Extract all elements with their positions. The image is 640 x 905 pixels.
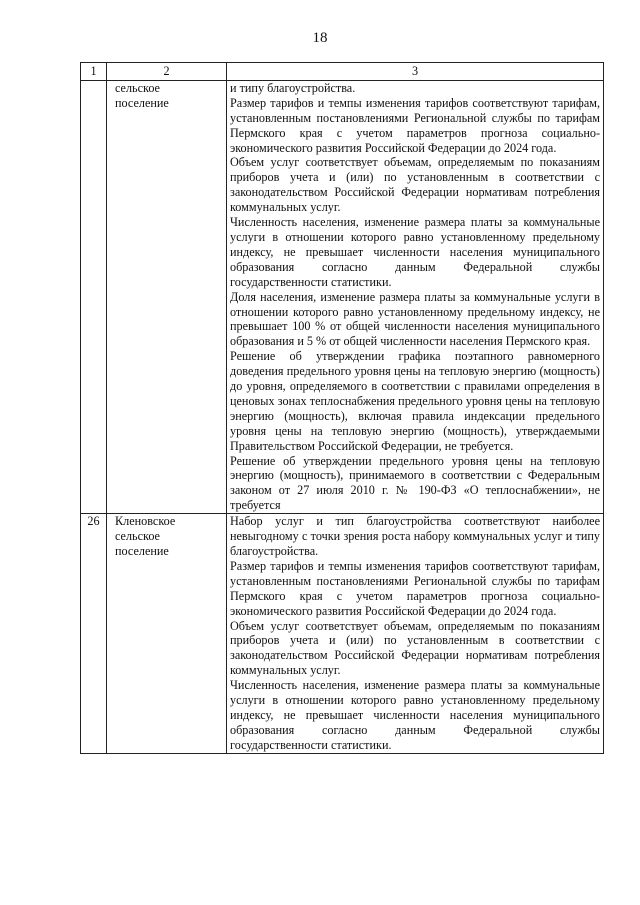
- settlement-name-line: поселение: [115, 544, 169, 558]
- settlement-name-line: сельское: [115, 80, 160, 95]
- page-number: 18: [312, 30, 328, 46]
- settlement-name: [107, 80, 227, 513]
- description-paragraph: Размер тарифов и темпы изменения тарифов соответствуют тарифам, установленным постановлениями Региональной службы по тарифам Пермского края с учетом параметров прогноза социально-экономического развития Российской Федерации до 2024 года.: [230, 95, 600, 155]
- row-number: [81, 80, 107, 513]
- description-paragraph: Численность населения, изменение размера платы за коммунальные услуги в отношении которого равно установленному предельному индексу, не превышает численности населения муниципального образования согласно данным Федеральной службы государственности статистики.: [230, 215, 600, 289]
- settlement-name-line: поселение: [115, 95, 169, 110]
- description-paragraph: и типу благоустройства.: [230, 80, 356, 95]
- description-paragraph: Размер тарифов и темпы изменения тарифов соответствуют тарифам, установленным постановлениями Региональной службы по тарифам Пермского края с учетом параметров прогноза социально-экономического развития Российской Федерации до 2024 года.: [230, 558, 600, 618]
- description-cell: [227, 80, 604, 513]
- description-paragraph: Численность населения, изменение размера платы за коммунальные услуги в отношении которого равно установленному предельному индексу, не превышает численности населения муниципального образования согласно данным Федеральной службы государственности статистики.: [230, 678, 600, 752]
- table-header-row: [81, 63, 604, 81]
- row-number: 26: [81, 514, 107, 754]
- header-col-2: 2: [107, 63, 227, 81]
- description-paragraph: Объем услуг соответствует объемам, определяемым по показаниям приборов учета и (или) по установленным в соответствии с законодательством Российской Федерации нормативам потребления коммунальных услуг.: [230, 618, 600, 678]
- data-table: [80, 62, 604, 754]
- settlement-name: [107, 514, 227, 754]
- description-paragraph: Доля населения, изменение размера платы за коммунальные услуги в отношении которого равно установленному предельному индексу, не превышает 100 % от общей численности населения муниципального образования и 5 % от общей численности населения Пермского края.: [230, 289, 600, 349]
- description-cell: [227, 514, 604, 754]
- description-paragraph: Набор услуг и тип благоустройства соответствуют наиболее невыгодному с точки зрения роста набору коммунальных услуг и типу благоустройства.: [230, 514, 600, 558]
- description-paragraph: Решение об утверждении графика поэтапного равномерного доведения предельного уровня цены на тепловую энергию (мощность) до уровня, определяемого в соответствии с правилами определения в ценовых зонах теплоснабжения предельного уровня цены на тепловую энергию (мощность), включая правила индексации предельного уровня цены на тепловую энергию (мощность), утверждаемыми Правительством Российской Федерации, не требуется.: [230, 349, 600, 453]
- settlement-name-line: сельское: [115, 529, 160, 544]
- header-col-3: 3: [227, 63, 604, 81]
- header-col-1: 1: [81, 63, 107, 81]
- settlement-name-line: Кленовское: [115, 514, 176, 529]
- description-paragraph: Объем услуг соответствует объемам, определяемым по показаниям приборов учета и (или) по установленным в соответствии с законодательством Российской Федерации нормативам потребления коммунальных услуг.: [230, 155, 600, 215]
- description-paragraph: Решение об утверждении предельного уровня цены на тепловую энергию (мощность), принимаемого в соответствии с Федеральным законом от 27 июля 2010 г. № 190-ФЗ «О теплоснабжении», не требуется: [230, 453, 600, 513]
- table-row: [81, 514, 604, 754]
- table-row: [81, 80, 604, 513]
